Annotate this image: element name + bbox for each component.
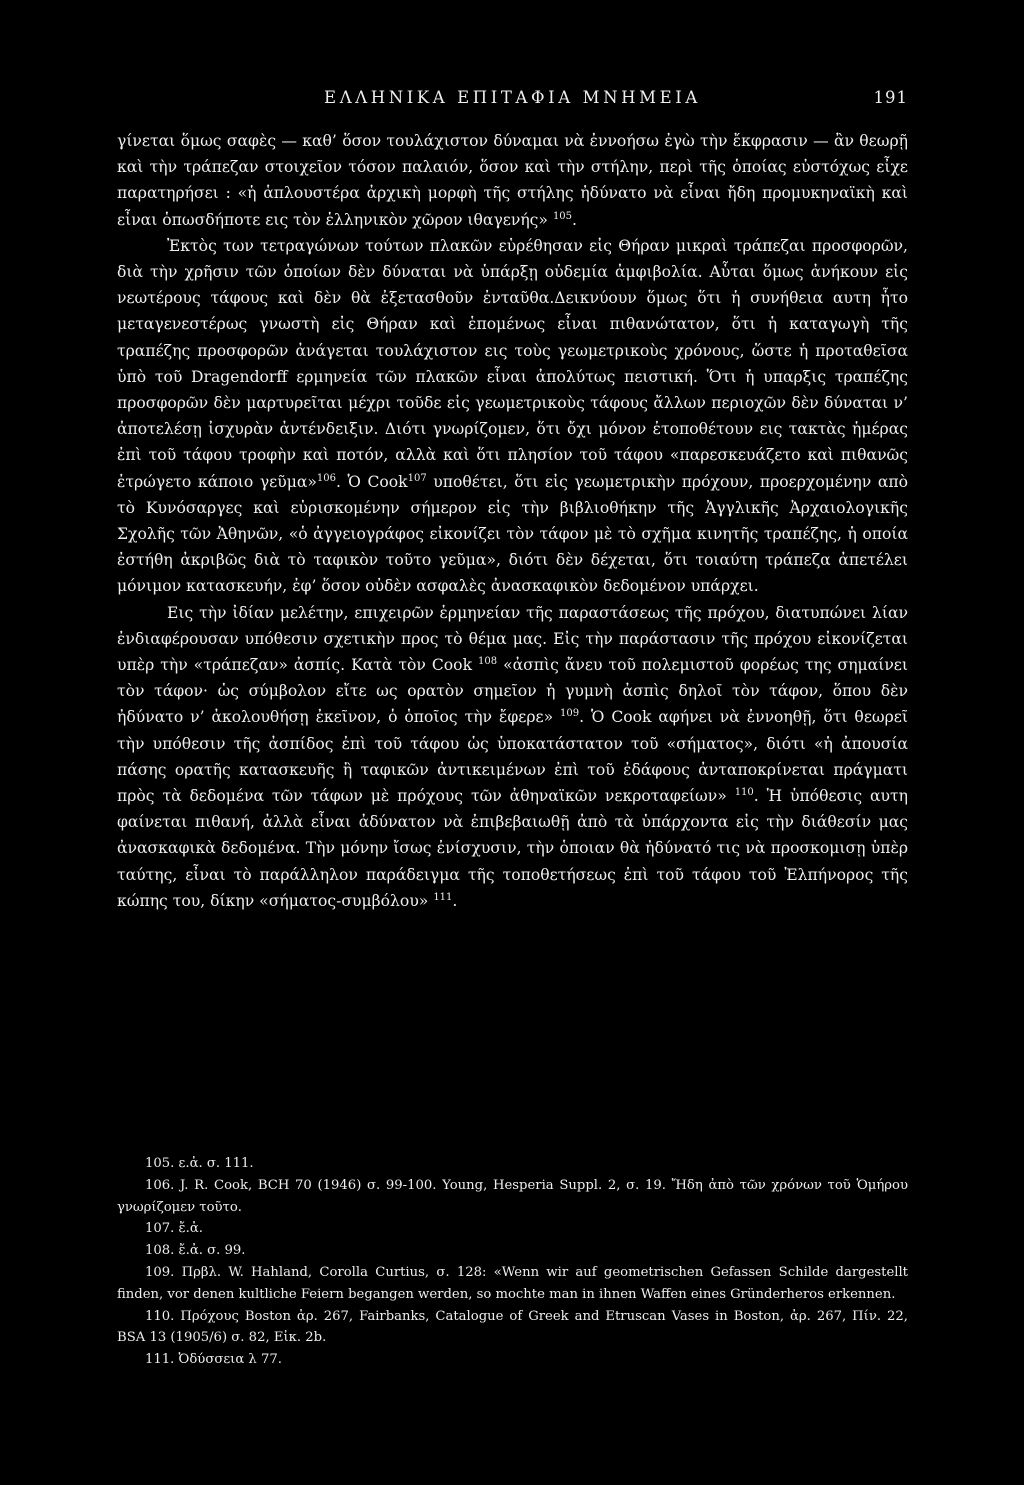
page-number: 191 [873,88,908,107]
footnote-ref-107: 107 [407,472,427,484]
footnote-111: 111. Ὀδύσσεια λ 77. [145,1352,282,1368]
paragraph-3-text-3: . Ὁ Cook αφήνει νὰ ἐννοηθῇ, ὅτι θεωρεῖ τὴν υπόθεσιν τῆς ἀσπίδος ἐπὶ τοῦ τάφου ὡς ὑποκατάστατον τοῦ «σήματος», διότι «ἡ ἀπουσία πάσης ορατῆς κατασκευῆς ἢ ταφικῶν ἀντικειμένων ἐπὶ τοῦ ἐδάφους ἀνταποκρίνεται πράγματι πρὸς τὰ δεδομένα τῶν τάφων μὲ πρόχους τῶν ἀθηναϊκῶν νεκροταφείων» [117,708,908,806]
paragraph-1-end: . [572,210,577,229]
page-header [117,84,908,114]
paragraph-3-text-1: Εις τὴν ἰδίαν μελέτην, επιχειρῶν ἑρμηνείαν τῆς παραστάσεως τῆς πρόχου, διατυπώνει λίαν ἐνδιαφέρουσαν υπόθεσιν σχετικὴν προς τὸ θέμα μας. Εἰς τὴν παράστασιν τῆς πρόχου εἰκονίζεται υπὲρ τὴν «τράπεζαν» ἀσπίς. Κατὰ τὸν Cook [117,603,908,675]
footnote-ref-111: 111 [433,891,453,903]
paragraph-3-text-4: . Ἡ ὑπόθεσις αυτη φαίνεται πιθανή, ἀλλὰ εἶναι ἀδύνατον νὰ ἐπιβεβαιωθῇ ἀπὸ τὰ ὑπάρχοντα εἰς τὴν διάθεσίν μας ἀνασκαφικὰ δεδομένα. Τὴν μόνην ἴσως ἐνίσχυσιν, τὴν ὁποιαν θὰ ἠδύνατό τις νὰ προσκομισῃ ὑπὲρ ταύτης, εἶναι τὸ παράλληλον παράδειγμα τῆς τοποθετήσεως ἐπὶ τοῦ τάφου τοῦ Ἐλπήνορος τῆς κώπης του, δίκην «σήματος-συμβόλου» [117,787,908,910]
paragraph-3-text-2: «ἀσπὶς ἄνευ τοῦ πολεμιστοῦ φορέως της σημαίνει τὸν τάφον· ὡς σύμβολον εἴτε ως ορατὸν σημεῖον ἡ γυμνὴ ἀσπὶς δηλοῖ τὸν τάφον, ὅπου δὲν ἠδύνατο ν’ ἀκολουθήσῃ ἐκεῖνον, ὁ ὁποῖος τὴν ἔφερε» [117,656,908,727]
paragraph-2-text-1: Ἐκτὸς των τετραγώνων τούτων πλακῶν εὑρέθησαν εἰς Θήραν μικραὶ τράπεζαι προσφορῶν, διὰ τὴν χρῆσιν τῶν ὁποίων δὲν δύναται νὰ ὑπάρξῃ οὐδεμία ἀμφιβολία. Αὗται ὅμως ἀνήκουν εἰς νεωτέρους τάφους καὶ δὲν θὰ ἐξετασθοῦν ἐνταῦθα.Δεικνύουν ὅμως ὅτι ἡ συνήθεια αυτη ἦτο μεταγενεστέρως γνωστὴ εἰς Θήραν καὶ ἑπομένως εἶναι πιθανώτατον, ὅτι ἡ καταγωγὴ τῆς τραπέζης προσφορῶν ἀνάγεται τουλάχιστον εις τοὺς γεωμετρικοὺς χρόνους, ὥστε ἡ προταθεῖσα ὑπὸ τοῦ Dragendorff ερμηνεία τῶν πλακῶν εἶναι ἀπολύτως πειστική. Ὅτι ἡ υπαρξις τραπέζης προσφορῶν δὲν μαρτυρεῖται μέχρι τοῦδε εἰς γεωμετρικοὺς τάφους ἄλλων περιοχῶν δὲν δύναται ν’ ἀποτελέσῃ ἰσχυρὰν ἀντένδειξιν. Διότι γνωρίζομεν, ὅτι ὄχι μόνον ἐτοποθέτουν εις τακτὰς ἡμέρας ἐπὶ τοῦ τάφου τροφὴν καὶ ποτόν, αλλὰ καὶ ὅτι πλησίον τοῦ τάφου «παρεσκευάζετο καὶ πιθανῶς ἐτρώγετο κάποιο γεῦμα» [117,236,908,491]
footnote-107: 107. ἔ.ἀ. [145,1221,203,1237]
paragraph-3 [117,600,908,914]
footnote-109: 109. Πρβλ. W. Hahland, Corolla Curtius, σ. 128: «Wenn wir auf geometrischen Gefassen Schilde dargestellt finden, vor denen kultliche Feiern begangen werden, so mochte man in ihnen Waffen eines Gründerheros erkennen. [117,1264,908,1302]
footnote-ref-110: 110 [734,787,754,799]
running-title: ΕΛΛΗΝΙΚΑ ΕΠΙΤΑΦΙΑ ΜΝΗΜΕΙΑ [324,88,701,107]
footnote-ref-109: 109 [560,708,580,720]
paragraph-1-text: γίνεται ὅμως σαφὲς — καθ’ ὅσον τουλάχιστον δύναμαι νὰ ἐννοήσω ἐγὼ τὴν ἔκφρασιν — ἂν θεωρῇ καὶ τὴν τράπεζαν στοιχεῖον τόσον παλαιόν, ὅσον καὶ τὴν στήλην, περὶ τῆς ὁποίας εὐστόχως εἶχε παρατηρήσει : «ἡ ἁπλουστέρα ἀρχικὴ μορφὴ τῆς στήλης ἠδύνατο νὰ εἶναι ἤδη προμυκηναϊκὴ καὶ εἶναι ὁπωσδήποτε εις τὸν ἑλληνικὸν χῶρον ιθαγενής» [117,132,908,229]
main-text [117,128,908,914]
footnote-106: 106. J. R. Cook, BCH 70 (1946) σ. 99-100. Young, Hesperia Suppl. 2, σ. 19. Ἤδη ἀπὸ τῶν χρόνων τοῦ Ὁμήρου γνωρίζομεν τοῦτο. [117,1177,908,1215]
paragraph-3-end: . [452,891,458,910]
footnote-ref-108: 108 [478,656,498,668]
footnote-110: 110. Πρόχους Boston ἀρ. 267, Fairbanks, Catalogue of Greek and Etruscan Vases in Boston, ἀρ. 267, Πίν. 22, BSA 13 (1905/6) σ. 82, Εἰκ. 2b. [117,1308,908,1346]
footnote-108: 108. ἔ.ἀ. σ. 99. [145,1243,246,1259]
footnote-105: 105. ε.ἀ. σ. 111. [145,1156,254,1171]
paragraph-2 [117,233,908,600]
footnote-ref-106: 106 [316,472,336,484]
footnote-ref-105: 105 [552,210,573,222]
paragraph-2-text-3: υποθέτει, ὅτι εἰς γεωμετρικὴν πρόχουν, προερχομένην απὸ τὸ Κυνόσαργες καὶ εὑρισκομένην σήμερον εἰς τὴν βιβλιοθήκην τῆς Ἀγγλικῆς Ἀρχαιολογικῆς Σχολῆς τῶν Ἀθηνῶν, «ὁ ἀγγειογράφος εἰκονίζει τὸν τάφον μὲ τὸ σχῆμα κινητῆς τραπέζης, ἡ οποία ἐστήθη ἀκριβῶς διὰ τὸ ταφικὸν τοῦτο γεῦμα», διότι δὲν δέχεται, ὅτι τοιαύτη τράπεζα ἀπετέλει μόνιμον κατασκευήν, ἐφ’ ὅσον οὐδὲν ασφαλὲς ἀνασκαφικὸν δεδομένον υπάρχει. [117,472,908,596]
paragraph-2-text-2: . Ὁ Cook [336,472,408,491]
footnotes [117,1153,908,1371]
paragraph-1 [117,128,908,233]
